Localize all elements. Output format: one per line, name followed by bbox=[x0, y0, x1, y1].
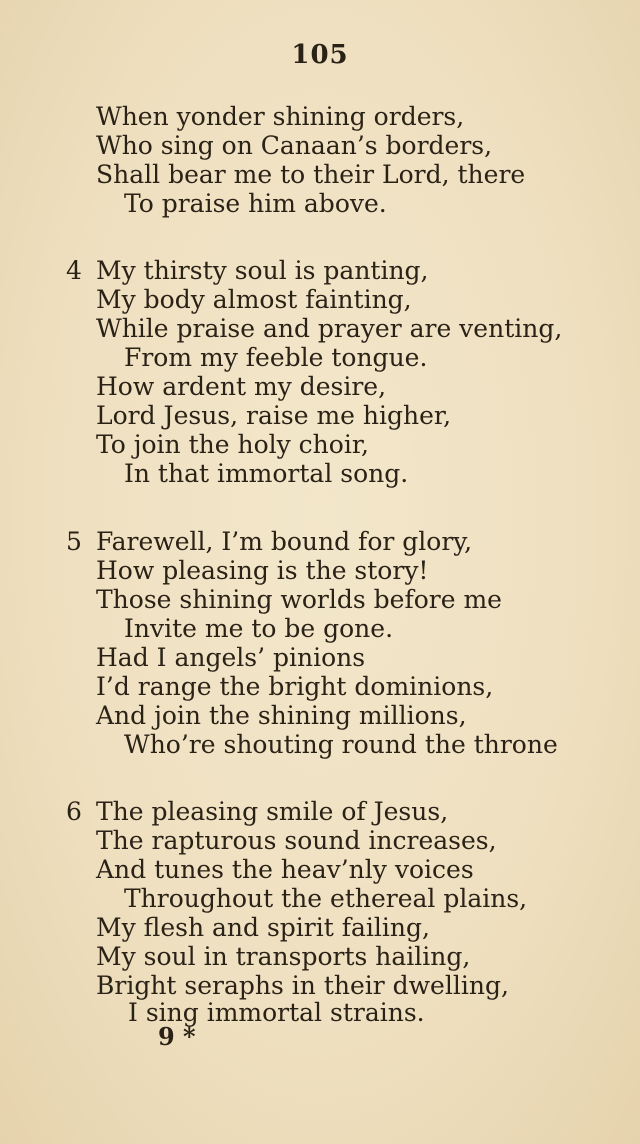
stanza-line: Bright seraphs in their dwelling, bbox=[96, 971, 509, 1000]
stanza-line: Farewell, I’m bound for glory, bbox=[96, 527, 473, 556]
stanza-number: 5 bbox=[66, 527, 82, 556]
stanza-line: While praise and prayer are venting, bbox=[96, 314, 563, 343]
stanza-line: Had I angels’ pinions bbox=[96, 643, 366, 672]
stanza-line: My body almost fainting, bbox=[96, 285, 412, 314]
stanza-line: Who’re shouting round the throne bbox=[124, 730, 558, 759]
stanza-line: When yonder shining orders, bbox=[96, 102, 465, 131]
stanza-line: And tunes the heav’nly voices bbox=[96, 855, 474, 884]
stanza-line: Those shining worlds before me bbox=[96, 585, 502, 614]
stanza-line: In that immortal song. bbox=[124, 459, 409, 488]
stanza-line: Shall bear me to their Lord, there bbox=[96, 160, 526, 189]
stanza-line: My thirsty soul is panting, bbox=[96, 256, 429, 285]
stanza-line: Who sing on Canaan’s borders, bbox=[96, 131, 493, 160]
stanza-line: To join the holy choir, bbox=[96, 430, 369, 459]
stanza-line: I’d range the bright dominions, bbox=[96, 672, 494, 701]
stanza-number: 4 bbox=[66, 256, 82, 285]
stanza-line: Invite me to be gone. bbox=[124, 614, 394, 643]
stanza-number: 6 bbox=[66, 797, 82, 826]
stanza-line: The pleasing smile of Jesus, bbox=[96, 797, 449, 826]
signature-mark: 9 * bbox=[158, 1022, 196, 1051]
stanza-line: My soul in transports hailing, bbox=[96, 942, 471, 971]
stanza-line: Lord Jesus, raise me higher, bbox=[96, 401, 452, 430]
stanza-line: The rapturous sound increases, bbox=[96, 826, 497, 855]
stanza-line: From my feeble tongue. bbox=[124, 343, 428, 372]
stanza-line: How ardent my desire, bbox=[96, 372, 387, 401]
stanza-line: I sing immortal strains. bbox=[128, 998, 425, 1027]
stanza-line: To praise him above. bbox=[124, 189, 387, 218]
page-number: 105 bbox=[291, 40, 349, 70]
stanza-line: And join the shining millions, bbox=[96, 701, 467, 730]
stanza-line: Throughout the ethereal plains, bbox=[124, 884, 528, 913]
stanza-line: My flesh and spirit failing, bbox=[96, 913, 430, 942]
stanza-line: How pleasing is the story! bbox=[96, 556, 429, 585]
